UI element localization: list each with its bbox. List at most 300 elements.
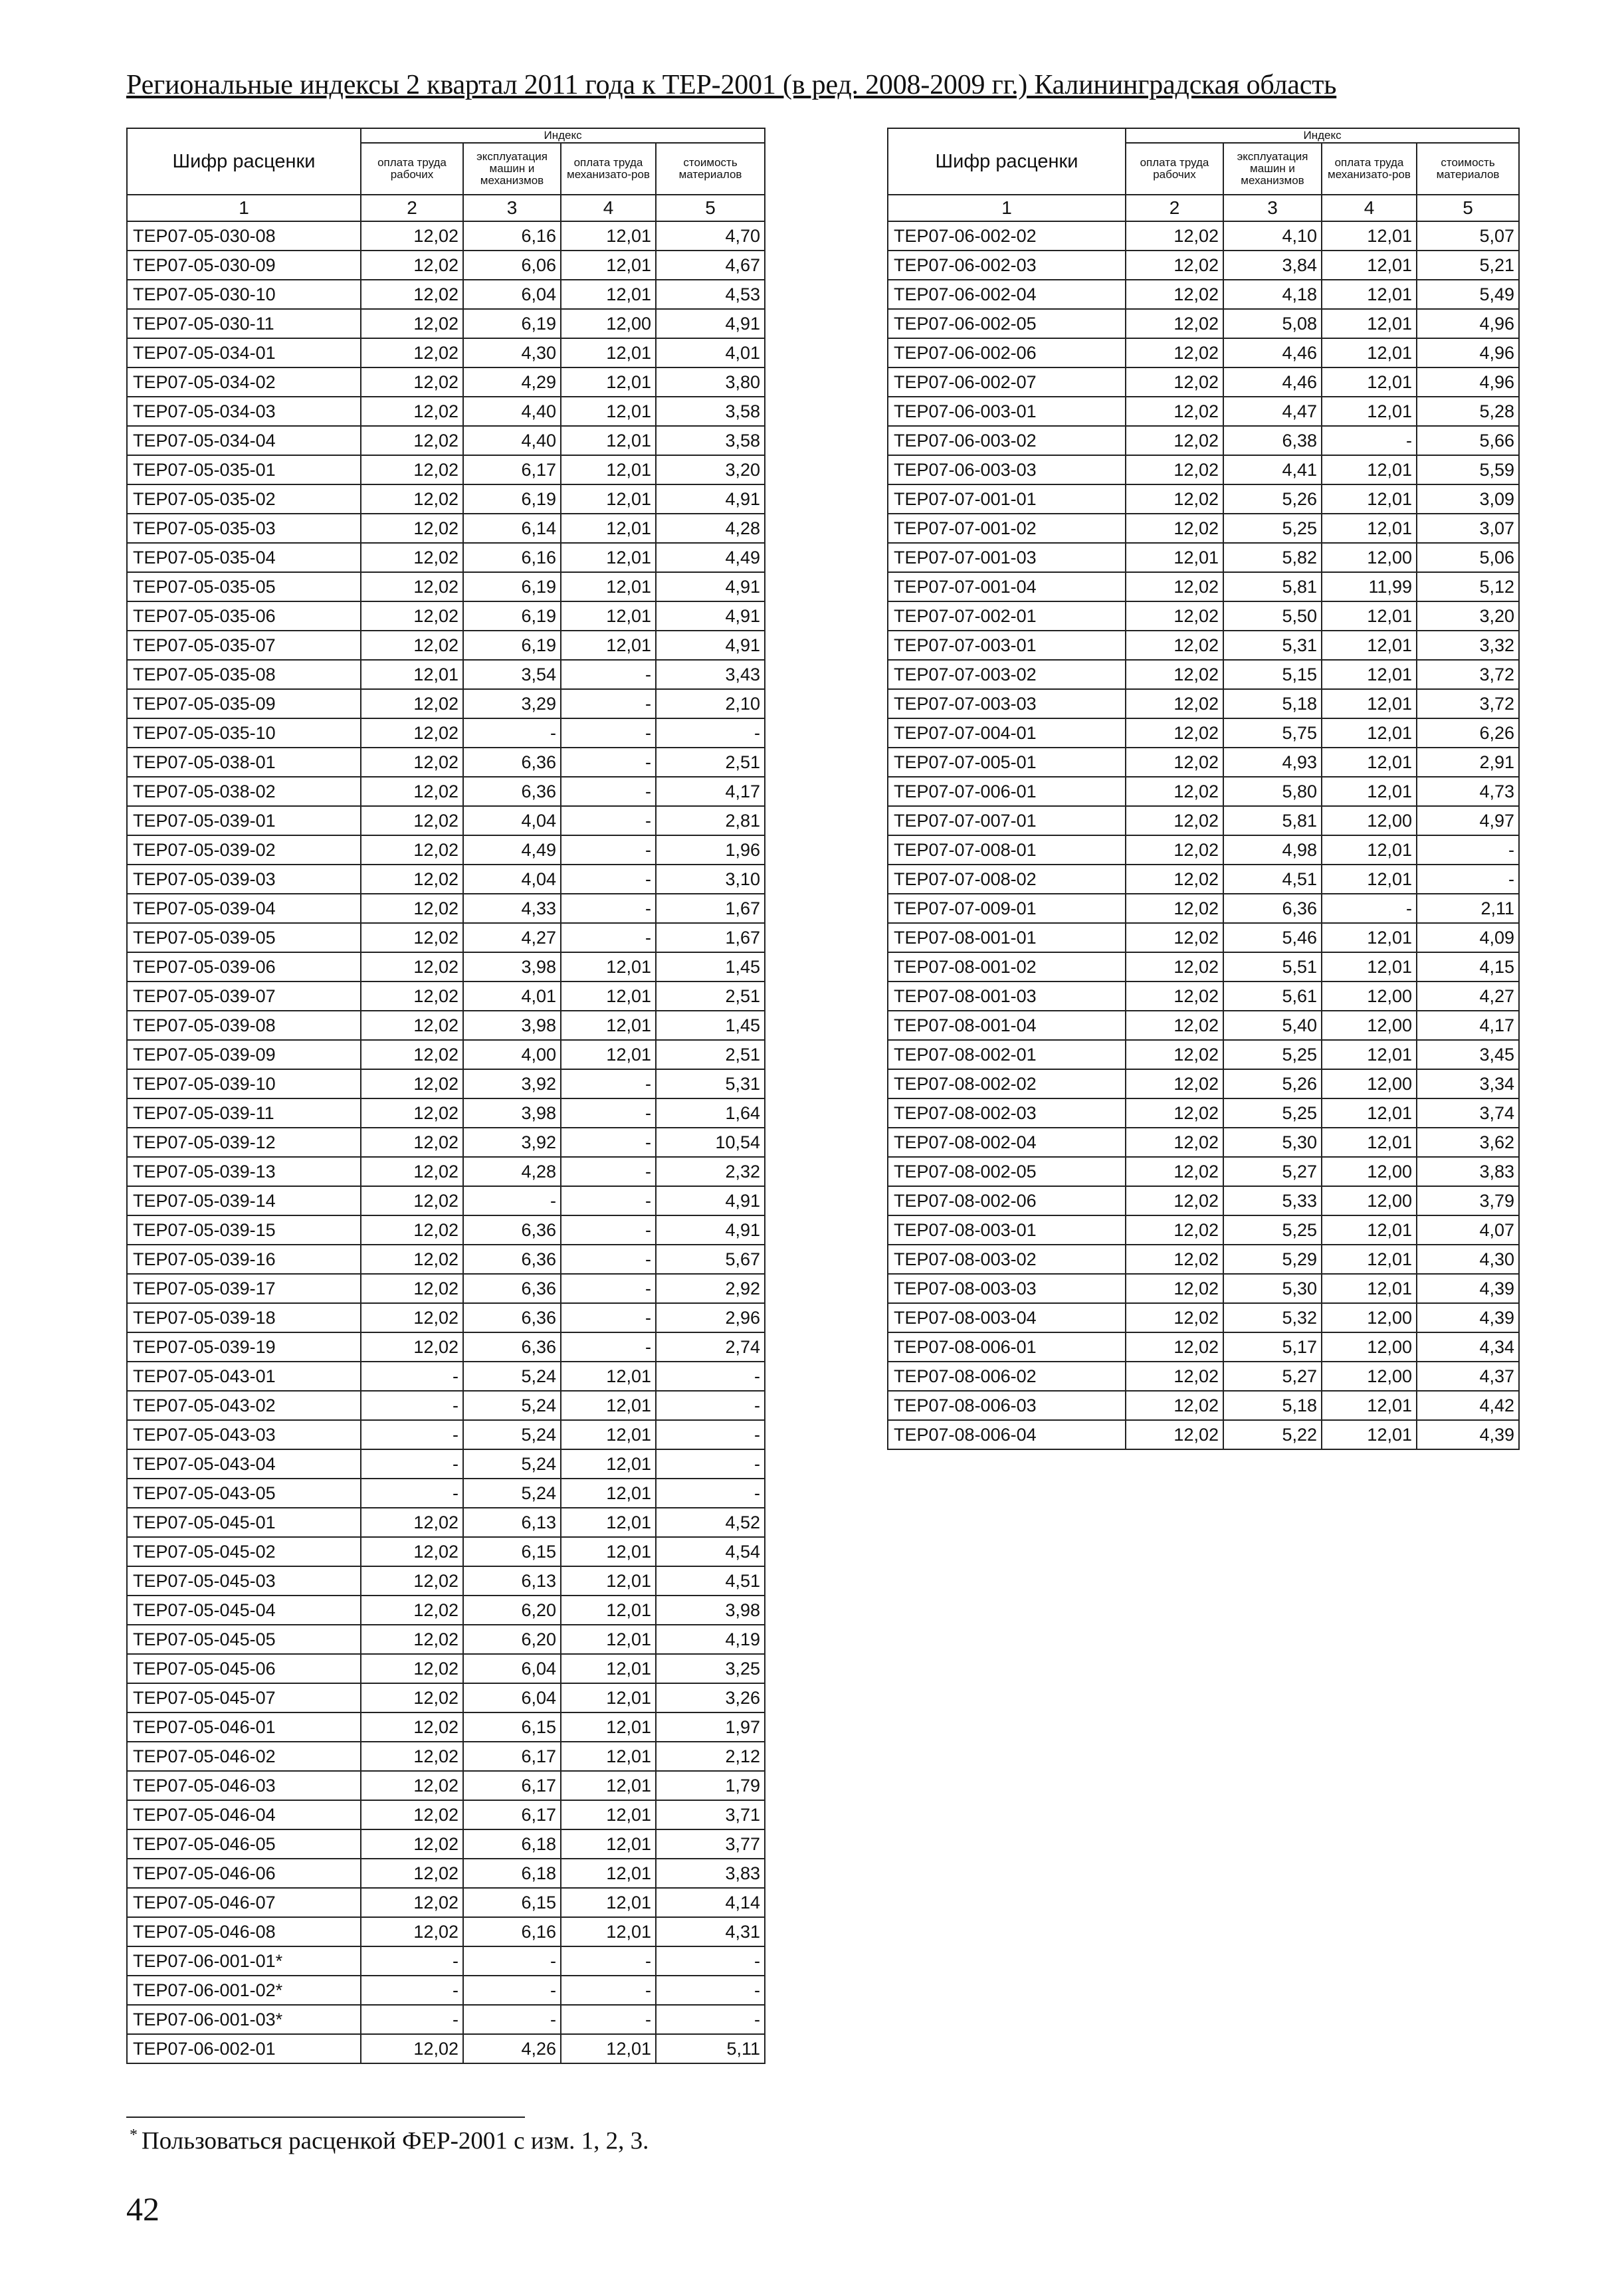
cell-operators: 12,01 [1322,1215,1417,1245]
cell-operators: - [561,1186,656,1215]
header-operators: оплата труда механизато-ров [561,143,656,195]
cell-operators: 12,01 [1322,1274,1417,1303]
cell-labor: 12,02 [361,426,463,455]
cell-operators: 12,01 [561,1654,656,1683]
cell-machines: 6,06 [463,251,561,280]
cell-code: ТЕР07-06-002-02 [888,221,1126,251]
cell-operators: 12,01 [561,631,656,660]
table-row [888,572,1519,601]
cell-operators: - [561,1976,656,2005]
cell-code: ТЕР07-05-039-06 [127,952,361,982]
cell-code: ТЕР07-07-006-01 [888,777,1126,806]
table-row [127,982,765,1011]
cell-code: ТЕР07-07-005-01 [888,748,1126,777]
cell-machines: 4,26 [463,2034,561,2063]
cell-code: ТЕР07-08-003-04 [888,1303,1126,1332]
cell-code: ТЕР07-05-039-08 [127,1011,361,1040]
cell-operators: 12,01 [561,426,656,455]
cell-materials: 1,67 [656,923,765,952]
cell-operators: 12,00 [1322,1186,1417,1215]
cell-code: ТЕР07-05-045-07 [127,1683,361,1712]
cell-code: ТЕР07-08-006-04 [888,1420,1126,1449]
cell-operators: - [561,923,656,952]
cell-materials: 4,01 [656,338,765,367]
cell-operators: - [561,865,656,894]
cell-materials: 3,20 [656,455,765,484]
cell-labor: 12,02 [1126,748,1223,777]
cell-operators: 12,01 [561,1859,656,1888]
table-row [888,221,1519,251]
table-row [888,1069,1519,1098]
cell-machines: 5,08 [1223,309,1322,338]
table-row [127,455,765,484]
table-row [888,718,1519,748]
header-colnum: 3 [1223,195,1322,221]
table-row [888,1157,1519,1186]
table-row [127,1420,765,1449]
table-row [888,1098,1519,1128]
table-row [127,484,765,514]
cell-operators: 12,01 [1322,397,1417,426]
header-index-group: Индекс [1126,128,1519,143]
cell-operators: 12,01 [561,1683,656,1712]
cell-materials: 1,67 [656,894,765,923]
cell-materials: 3,80 [656,367,765,397]
cell-materials: - [656,1391,765,1420]
cell-materials: 4,96 [1417,309,1519,338]
cell-machines: 5,27 [1223,1157,1322,1186]
table-row [888,894,1519,923]
cell-materials: 3,09 [1417,484,1519,514]
table-row [127,1215,765,1245]
table-row [888,1245,1519,1274]
header-labor: оплата труда рабочих [1126,143,1223,195]
cell-labor: 12,02 [361,718,463,748]
cell-materials: 3,34 [1417,1069,1519,1098]
table-row [127,1859,765,1888]
table-row [127,1303,765,1332]
table-row [127,2034,765,2063]
cell-code: ТЕР07-05-039-15 [127,1215,361,1245]
table-row [127,835,765,865]
cell-machines: 3,98 [463,1011,561,1040]
cell-code: ТЕР07-08-002-06 [888,1186,1126,1215]
cell-operators: 12,01 [561,952,656,982]
table-row [888,397,1519,426]
cell-labor: 12,02 [361,514,463,543]
header-index-group: Индекс [361,128,765,143]
cell-labor: 12,02 [1126,601,1223,631]
cell-labor: 12,02 [1126,894,1223,923]
table-row [888,1274,1519,1303]
cell-labor: 12,02 [361,1040,463,1069]
table-row [888,631,1519,660]
cell-machines: 6,19 [463,631,561,660]
cell-machines: 6,36 [463,748,561,777]
cell-operators: - [1322,426,1417,455]
cell-labor: 12,02 [361,1596,463,1625]
table-row [888,543,1519,572]
cell-operators: 12,01 [561,484,656,514]
cell-labor: 12,02 [361,484,463,514]
cell-operators: - [561,2005,656,2034]
cell-materials: 4,28 [656,514,765,543]
table-row [127,1596,765,1625]
cell-materials: 3,26 [656,1683,765,1712]
table-row [127,1069,765,1098]
cell-machines: 6,36 [463,1274,561,1303]
cell-operators: 12,01 [561,1362,656,1391]
cell-labor: 12,02 [1126,777,1223,806]
table-row [127,1888,765,1917]
cell-materials: 3,62 [1417,1128,1519,1157]
cell-machines: 6,36 [463,777,561,806]
footnote [130,2126,649,2155]
cell-code: ТЕР07-05-045-05 [127,1625,361,1654]
cell-labor: 12,02 [1126,806,1223,835]
cell-code: ТЕР07-07-002-01 [888,601,1126,631]
cell-materials: 2,51 [656,982,765,1011]
cell-labor: 12,02 [1126,660,1223,689]
cell-code: ТЕР07-05-034-03 [127,397,361,426]
cell-machines: 5,25 [1223,1215,1322,1245]
cell-operators: - [561,1332,656,1362]
cell-materials: 3,83 [656,1859,765,1888]
cell-materials: 5,59 [1417,455,1519,484]
cell-machines: 6,20 [463,1625,561,1654]
table-row [127,1157,765,1186]
cell-operators: 12,00 [1322,1303,1417,1332]
cell-machines: 3,84 [1223,251,1322,280]
header-colnum: 2 [361,195,463,221]
cell-code: ТЕР07-05-043-05 [127,1479,361,1508]
cell-machines: 6,19 [463,572,561,601]
cell-operators: 12,01 [561,1596,656,1625]
cell-machines: 6,18 [463,1859,561,1888]
cell-operators: 12,01 [1322,280,1417,309]
cell-materials: 1,64 [656,1098,765,1128]
cell-labor: 12,02 [1126,367,1223,397]
cell-code: ТЕР07-05-035-09 [127,689,361,718]
cell-code: ТЕР07-08-003-01 [888,1215,1126,1245]
cell-machines: 5,26 [1223,484,1322,514]
cell-labor: 12,02 [361,1859,463,1888]
table-row [127,1332,765,1362]
cell-labor: 12,02 [361,280,463,309]
cell-code: ТЕР07-05-030-08 [127,221,361,251]
page-number: 42 [126,2190,159,2227]
cell-machines: 4,93 [1223,748,1322,777]
cell-materials: 4,52 [656,1508,765,1537]
cell-labor: - [361,1976,463,2005]
cell-labor: 12,02 [1126,338,1223,367]
table-row [127,1566,765,1596]
cell-code: ТЕР07-05-039-02 [127,835,361,865]
table-row [127,280,765,309]
cell-operators: 12,01 [1322,251,1417,280]
cell-machines: 6,36 [463,1332,561,1362]
cell-code: ТЕР07-05-030-11 [127,309,361,338]
cell-materials: 4,91 [656,1186,765,1215]
cell-code: ТЕР07-07-001-01 [888,484,1126,514]
header-materials: стоимость материалов [1417,143,1519,195]
cell-machines: 6,04 [463,1683,561,1712]
table-row [888,484,1519,514]
cell-code: ТЕР07-05-043-01 [127,1362,361,1391]
cell-labor: 12,02 [1126,952,1223,982]
cell-machines: 4,18 [1223,280,1322,309]
cell-machines: 4,10 [1223,221,1322,251]
cell-machines: 4,40 [463,426,561,455]
cell-materials: - [656,718,765,748]
cell-operators: 12,01 [561,338,656,367]
cell-operators: 12,01 [1322,484,1417,514]
header-colnum: 1 [127,195,361,221]
cell-labor: 12,02 [361,835,463,865]
table-row [888,1011,1519,1040]
cell-labor: - [361,2005,463,2034]
cell-machines: 4,04 [463,865,561,894]
cell-materials: 6,26 [1417,718,1519,748]
header-colnum: 5 [656,195,765,221]
cell-labor: 12,02 [361,309,463,338]
cell-code: ТЕР07-08-002-03 [888,1098,1126,1128]
cell-labor: 12,02 [1126,1362,1223,1391]
cell-operators: 12,01 [561,1625,656,1654]
cell-operators: 12,01 [561,1771,656,1800]
cell-labor: 12,02 [361,777,463,806]
header-colnum: 4 [1322,195,1417,221]
cell-code: ТЕР07-05-045-01 [127,1508,361,1537]
table-row [127,660,765,689]
cell-machines: 4,04 [463,806,561,835]
cell-operators: 12,01 [561,397,656,426]
table-row [888,1040,1519,1069]
cell-code: ТЕР07-05-043-03 [127,1420,361,1449]
cell-machines: 4,49 [463,835,561,865]
cell-operators: 12,01 [561,1479,656,1508]
cell-machines: 4,47 [1223,397,1322,426]
cell-machines: 5,80 [1223,777,1322,806]
cell-materials: 4,39 [1417,1303,1519,1332]
cell-code: ТЕР07-05-035-06 [127,601,361,631]
cell-materials: 5,21 [1417,251,1519,280]
table-row [127,1917,765,1946]
header-colnum: 3 [463,195,561,221]
cell-code: ТЕР07-05-038-02 [127,777,361,806]
cell-materials: 3,98 [656,1596,765,1625]
cell-machines: 6,19 [463,309,561,338]
cell-code: ТЕР07-08-002-02 [888,1069,1126,1098]
cell-materials: 4,97 [1417,806,1519,835]
cell-operators: 12,01 [1322,338,1417,367]
cell-labor: 12,02 [1126,1303,1223,1332]
cell-operators: 12,00 [1322,982,1417,1011]
table-row [127,1537,765,1566]
table-row [888,952,1519,982]
cell-materials: 2,92 [656,1274,765,1303]
cell-operators: - [561,1946,656,1976]
cell-code: ТЕР07-05-046-04 [127,1800,361,1829]
cell-operators: - [561,1128,656,1157]
cell-code: ТЕР07-05-046-02 [127,1742,361,1771]
cell-materials: 4,91 [656,601,765,631]
cell-materials: 4,37 [1417,1362,1519,1391]
cell-materials: - [1417,865,1519,894]
cell-materials: 4,70 [656,221,765,251]
header-labor: оплата труда рабочих [361,143,463,195]
cell-labor: 12,02 [1126,221,1223,251]
cell-labor: 12,02 [1126,982,1223,1011]
cell-materials: - [656,1449,765,1479]
table-row [127,1976,765,2005]
cell-code: ТЕР07-06-003-03 [888,455,1126,484]
cell-code: ТЕР07-05-035-03 [127,514,361,543]
cell-labor: 12,02 [1126,1128,1223,1157]
cell-operators: 12,01 [561,514,656,543]
cell-machines: 5,27 [1223,1362,1322,1391]
cell-materials: 3,32 [1417,631,1519,660]
cell-labor: 12,02 [1126,1098,1223,1128]
cell-operators: 12,01 [1322,718,1417,748]
cell-operators: 12,01 [561,1011,656,1040]
cell-code: ТЕР07-05-039-12 [127,1128,361,1157]
table-row [888,251,1519,280]
cell-operators: - [561,718,656,748]
cell-machines: 4,51 [1223,865,1322,894]
cell-machines: 5,31 [1223,631,1322,660]
cell-materials: 4,42 [1417,1391,1519,1420]
cell-materials: 3,83 [1417,1157,1519,1186]
cell-machines: 5,25 [1223,1098,1322,1128]
cell-machines: 6,36 [463,1215,561,1245]
cell-machines: 5,24 [463,1362,561,1391]
cell-machines: 5,29 [1223,1245,1322,1274]
cell-labor: 12,02 [1126,1011,1223,1040]
cell-operators: 12,00 [1322,1157,1417,1186]
cell-operators: 12,01 [561,1420,656,1449]
cell-operators: 12,01 [561,2034,656,2063]
cell-operators: 12,01 [561,1917,656,1946]
table-row [127,1362,765,1391]
table-row [127,748,765,777]
cell-labor: 12,02 [361,689,463,718]
cell-labor: 12,02 [1126,514,1223,543]
cell-materials: 2,11 [1417,894,1519,923]
table-row [127,689,765,718]
table-row [888,1332,1519,1362]
cell-machines: 6,04 [463,1654,561,1683]
cell-machines: 6,17 [463,1742,561,1771]
table-row [127,367,765,397]
cell-code: ТЕР07-05-039-05 [127,923,361,952]
cell-operators: 12,01 [1322,1420,1417,1449]
cell-operators: 12,01 [561,1829,656,1859]
cell-code: ТЕР07-06-001-03* [127,2005,361,2034]
cell-operators: 12,01 [561,1742,656,1771]
cell-materials: 3,58 [656,397,765,426]
cell-code: ТЕР07-05-039-18 [127,1303,361,1332]
table-row [888,777,1519,806]
cell-machines: 6,13 [463,1566,561,1596]
cell-labor: 12,02 [1126,572,1223,601]
cell-machines: 5,25 [1223,1040,1322,1069]
table-row [127,1274,765,1303]
table-row [127,1245,765,1274]
cell-materials: 3,45 [1417,1040,1519,1069]
cell-materials: 2,81 [656,806,765,835]
cell-materials: 4,17 [656,777,765,806]
cell-labor: 12,02 [1126,1157,1223,1186]
cell-code: ТЕР07-08-003-02 [888,1245,1126,1274]
cell-machines: 5,30 [1223,1128,1322,1157]
cell-labor: 12,02 [1126,397,1223,426]
cell-labor: 12,02 [361,455,463,484]
table-row [127,572,765,601]
cell-materials: 5,28 [1417,397,1519,426]
cell-labor: 12,02 [1126,484,1223,514]
cell-code: ТЕР07-05-035-10 [127,718,361,748]
cell-machines: - [463,1976,561,2005]
cell-machines: 4,46 [1223,367,1322,397]
cell-code: ТЕР07-06-003-01 [888,397,1126,426]
cell-operators: 12,01 [561,221,656,251]
cell-machines: 6,38 [1223,426,1322,455]
cell-machines: 6,36 [463,1245,561,1274]
cell-operators: - [561,1098,656,1128]
cell-materials: 2,51 [656,1040,765,1069]
cell-labor: 12,02 [361,1888,463,1917]
cell-materials: 4,54 [656,1537,765,1566]
cell-operators: - [561,777,656,806]
cell-operators: 12,01 [561,251,656,280]
table-row [888,660,1519,689]
cell-materials: 4,17 [1417,1011,1519,1040]
cell-machines: 5,40 [1223,1011,1322,1040]
cell-materials: 3,72 [1417,689,1519,718]
cell-labor: 12,02 [1126,251,1223,280]
cell-materials: 4,07 [1417,1215,1519,1245]
table-row [888,748,1519,777]
cell-operators: 12,01 [561,1449,656,1479]
cell-code: ТЕР07-06-002-05 [888,309,1126,338]
cell-labor: 12,02 [1126,1069,1223,1098]
cell-machines: 5,46 [1223,923,1322,952]
cell-code: ТЕР07-05-039-11 [127,1098,361,1128]
cell-machines: 5,18 [1223,1391,1322,1420]
cell-machines: 5,81 [1223,572,1322,601]
cell-code: ТЕР07-08-002-01 [888,1040,1126,1069]
cell-code: ТЕР07-08-001-02 [888,952,1126,982]
cell-machines: 5,24 [463,1479,561,1508]
cell-labor: - [361,1362,463,1391]
cell-operators: 12,01 [1322,923,1417,952]
cell-materials: 4,91 [656,1215,765,1245]
cell-labor: 12,02 [1126,835,1223,865]
cell-operators: - [1322,894,1417,923]
cell-operators: 12,01 [561,1391,656,1420]
table-row [127,1829,765,1859]
cell-code: ТЕР07-05-035-04 [127,543,361,572]
table-row [888,835,1519,865]
cell-labor: 12,02 [361,865,463,894]
cell-code: ТЕР07-05-039-14 [127,1186,361,1215]
cell-machines: - [463,2005,561,2034]
cell-code: ТЕР07-05-045-06 [127,1654,361,1683]
header-materials: стоимость материалов [656,143,765,195]
cell-operators: 12,01 [561,1888,656,1917]
cell-machines: 4,01 [463,982,561,1011]
